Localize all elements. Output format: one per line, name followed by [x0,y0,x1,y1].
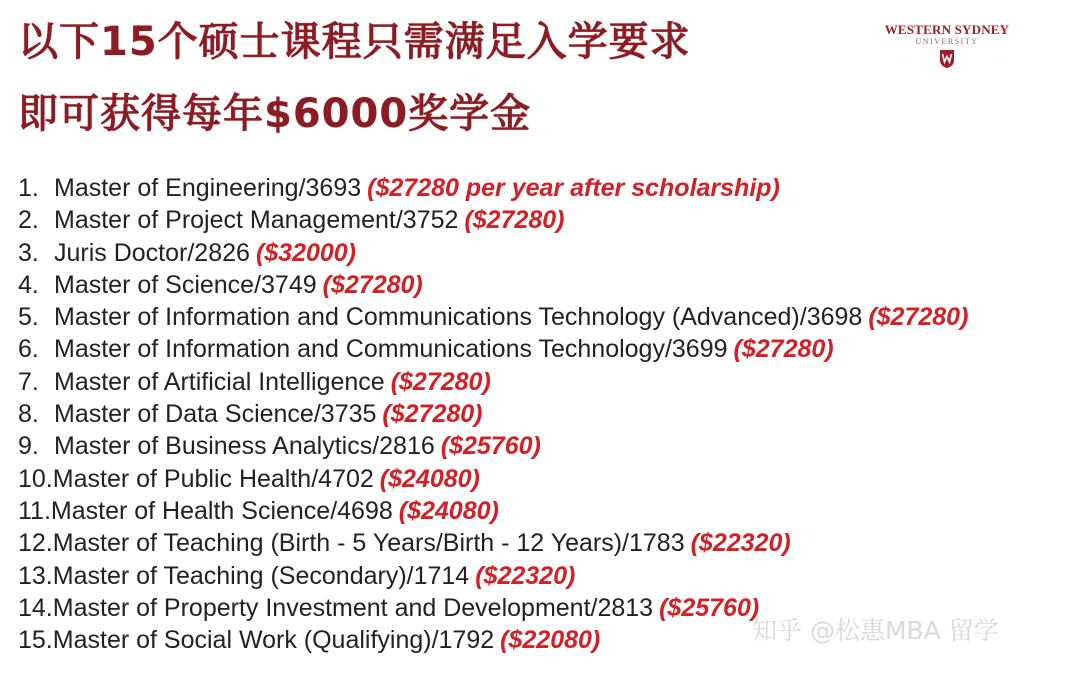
item-number: 2. [18,206,39,235]
item-number: 12. [18,529,53,558]
list-item [18,495,968,527]
item-number: 14. [18,593,53,622]
item-number: 11. [18,496,51,525]
item-number: 4. [18,270,39,299]
course-price: ($22320) [475,561,576,590]
course-name: Master of Artificial Intelligence [54,367,385,396]
course-name: Master of Science/3749 [54,270,317,299]
course-name: Master of Health Science/4698 [50,496,393,525]
course-price: ($27280 per year after scholarship) [367,174,780,202]
university-shield-icon [939,49,955,69]
list-item [18,237,968,269]
item-number: 10. [18,464,53,493]
logo-sub: UNIVERSITY [915,37,979,46]
course-name: Master of Teaching (Birth - 5 Years/Birth - 12 Years)/1783 [52,529,685,558]
university-logo [882,22,1012,69]
course-name: Master of Information and Communications Technology (Advanced)/3698 [54,303,863,332]
list-item [18,333,968,365]
course-price: ($25760) [659,593,760,622]
course-price: ($27280) [733,335,834,364]
list-item [18,204,968,236]
item-number: 9. [18,432,39,461]
course-name: Master of Project Management/3752 [54,206,459,235]
course-name: Master of Property Investment and Development/2813 [52,593,654,622]
course-name: Master of Business Analytics/2816 [54,432,435,461]
list-item [18,269,968,301]
course-price: ($24080) [379,464,480,493]
list-item [18,430,968,462]
course-name: Master of Social Work (Qualifying)/1792 [52,626,495,655]
item-number: 7. [18,367,39,396]
page-subtitle: 即可获得每年$6000奖学金 [18,91,532,137]
watermark: 知乎 @松惠MBA 留学 [752,616,999,645]
item-number: 3. [18,238,39,267]
course-price: ($24080) [398,496,499,525]
course-name: Juris Doctor/2826 [54,238,250,267]
course-price: ($22320) [690,529,791,558]
item-number: 5. [18,303,39,332]
course-price: ($22080) [500,626,601,655]
item-number: 6. [18,335,39,364]
list-item [18,463,968,495]
item-number: 8. [18,400,39,429]
course-price: ($27280) [390,367,491,396]
item-number: 15. [18,626,53,655]
list-item [18,398,968,430]
course-name: Master of Information and Communications Technology/3699 [54,335,728,364]
page-title: 以下15个硕士课程只需满足入学要求 [18,19,691,65]
list-item [18,366,968,398]
item-number: 13. [18,561,53,590]
course-list [18,172,968,656]
course-price: ($27280) [382,400,483,429]
course-price: ($27280) [322,270,423,299]
course-name: Master of Teaching (Secondary)/1714 [52,561,470,590]
course-price: ($32000) [255,238,357,267]
list-item [18,301,968,333]
logo-name: WESTERN SYDNEY [884,22,1010,37]
item-number: 1. [18,174,39,202]
list-item [18,527,968,559]
course-price: ($25760) [440,432,541,461]
course-name: Master of Public Health/4702 [52,464,374,493]
course-name: Master of Engineering/3693 [54,174,362,202]
list-item [18,172,968,204]
course-name: Master of Data Science/3735 [54,400,377,429]
list-item [18,560,968,592]
course-price: ($27280) [464,206,565,235]
course-price: ($27280) [868,303,969,332]
